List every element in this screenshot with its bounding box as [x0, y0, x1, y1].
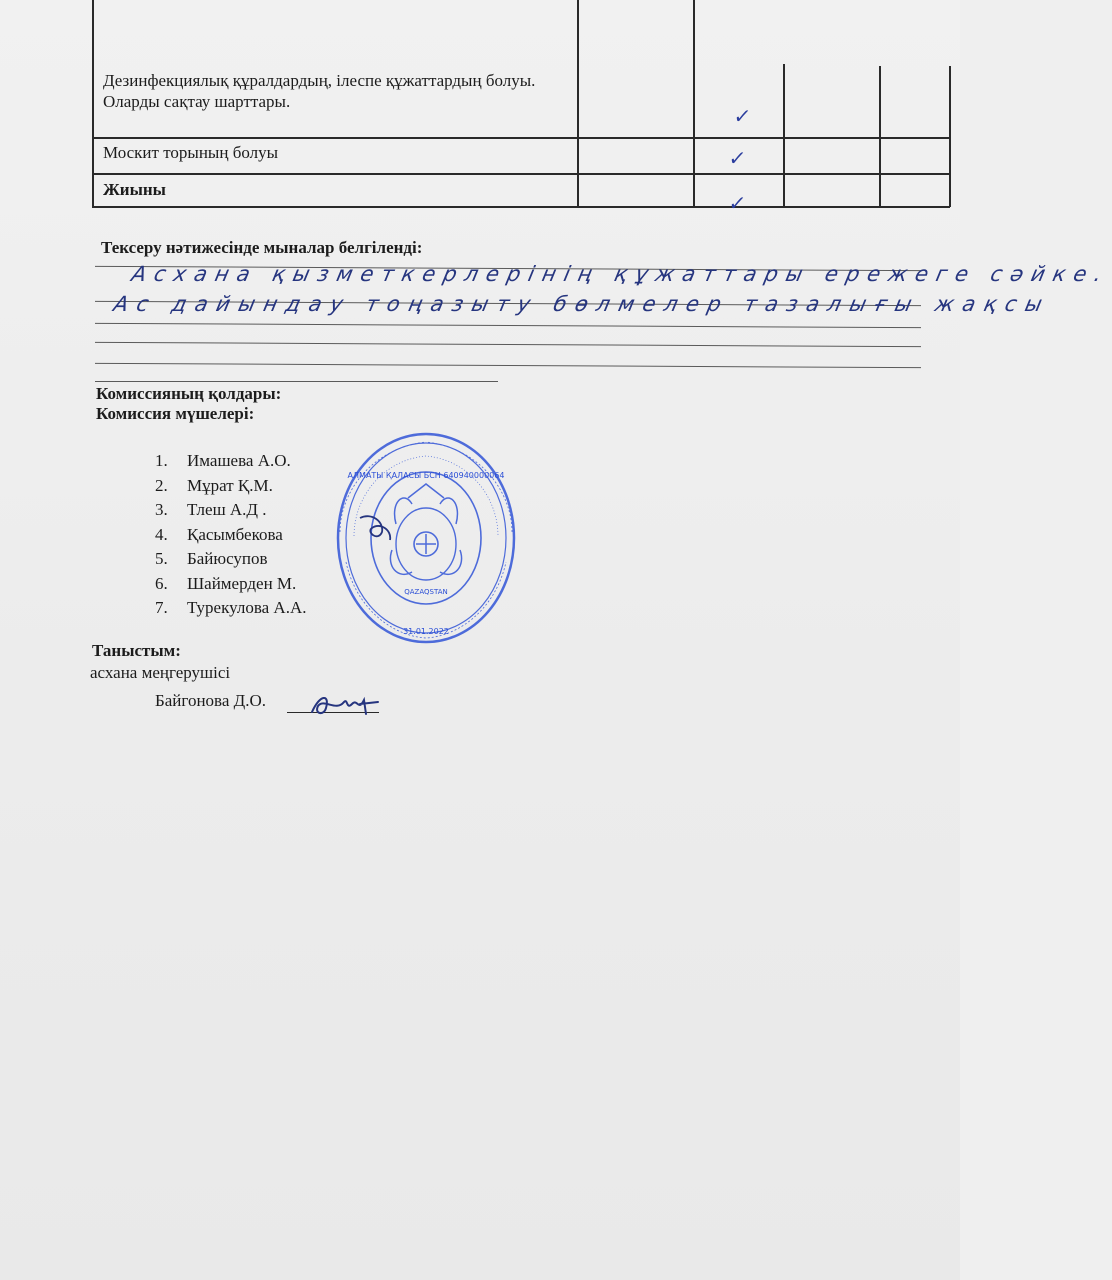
list-item [155, 523, 307, 548]
member-name: Байюсупов [187, 549, 268, 568]
member-name: Мұрат Қ.М. [187, 475, 273, 495]
member-name: Турекулова А.А. [187, 598, 307, 617]
check-mark-icon: ✓ [727, 191, 748, 215]
table-cell-label: Дезинфекциялық құралдардың, ілеспе құжаттардың болуы. Оларды сақтау шарттары. [103, 71, 536, 111]
table-row-border [92, 173, 950, 175]
list-number: 5. [155, 549, 168, 568]
list-item [155, 596, 307, 621]
handwritten-note-line: Ас дайындау тоңазыту бөлмелер тазалығы жақсы [111, 292, 1053, 316]
list-item [155, 498, 307, 523]
writing-line [95, 342, 921, 347]
list-number: 7. [155, 598, 168, 617]
acknowledged-name: Байгонова Д.О. [155, 691, 267, 710]
list-item [155, 449, 307, 474]
check-mark-icon: ✓ [727, 146, 748, 170]
signature-icon [306, 690, 386, 720]
handwritten-note-line: Асхана қызметкерлерінің құжаттары ережеге сәйке. [129, 262, 1112, 286]
table-divider [693, 62, 695, 207]
list-number: 4. [155, 524, 168, 544]
results-heading: Тексеру нәтижесінде мыналар белгіленді: [101, 238, 423, 257]
official-seal [332, 432, 520, 652]
list-item [155, 474, 307, 499]
table-divider [577, 0, 579, 207]
list-number: 2. [155, 475, 168, 495]
table-cell-label: Москит торының болуы [103, 143, 279, 162]
members-list [155, 449, 307, 621]
table-border-left [92, 0, 94, 207]
signatures-heading: Комиссияның қолдары: [96, 384, 282, 403]
writing-line [95, 323, 921, 328]
member-signature-icon [360, 516, 390, 540]
member-name: Шаймерден М. [187, 573, 297, 593]
member-name: Тлеш А.Д . [187, 500, 267, 519]
table-row-border [92, 137, 950, 139]
list-item [155, 547, 307, 572]
seal-inner-text: АЛМАТЫ ҚАЛАСЫ БСН 640940000064 [347, 471, 505, 480]
acknowledged-position: асхана меңгерушісі [90, 663, 231, 682]
list-number: 1. [155, 451, 168, 470]
acknowledged-heading: Таныстым: [92, 641, 181, 660]
table-row-border [92, 206, 950, 208]
table-cell-label-total: Жиыны [103, 180, 166, 199]
list-item [155, 572, 307, 597]
seal-emblem-label: QAZAQSTAN [404, 588, 448, 596]
list-number: 3. [155, 500, 168, 519]
members-heading: Комиссия мүшелері: [96, 404, 255, 423]
writing-line [95, 381, 498, 382]
writing-line [95, 363, 921, 368]
table-divider [693, 0, 695, 62]
check-mark-icon: ✓ [732, 104, 753, 128]
member-name: Имашева А.О. [187, 451, 291, 470]
seal-date: 31.01.2022 [403, 627, 449, 636]
table-divider [783, 64, 785, 207]
list-number: 6. [155, 573, 168, 593]
member-name: Қасымбекова [187, 524, 283, 544]
